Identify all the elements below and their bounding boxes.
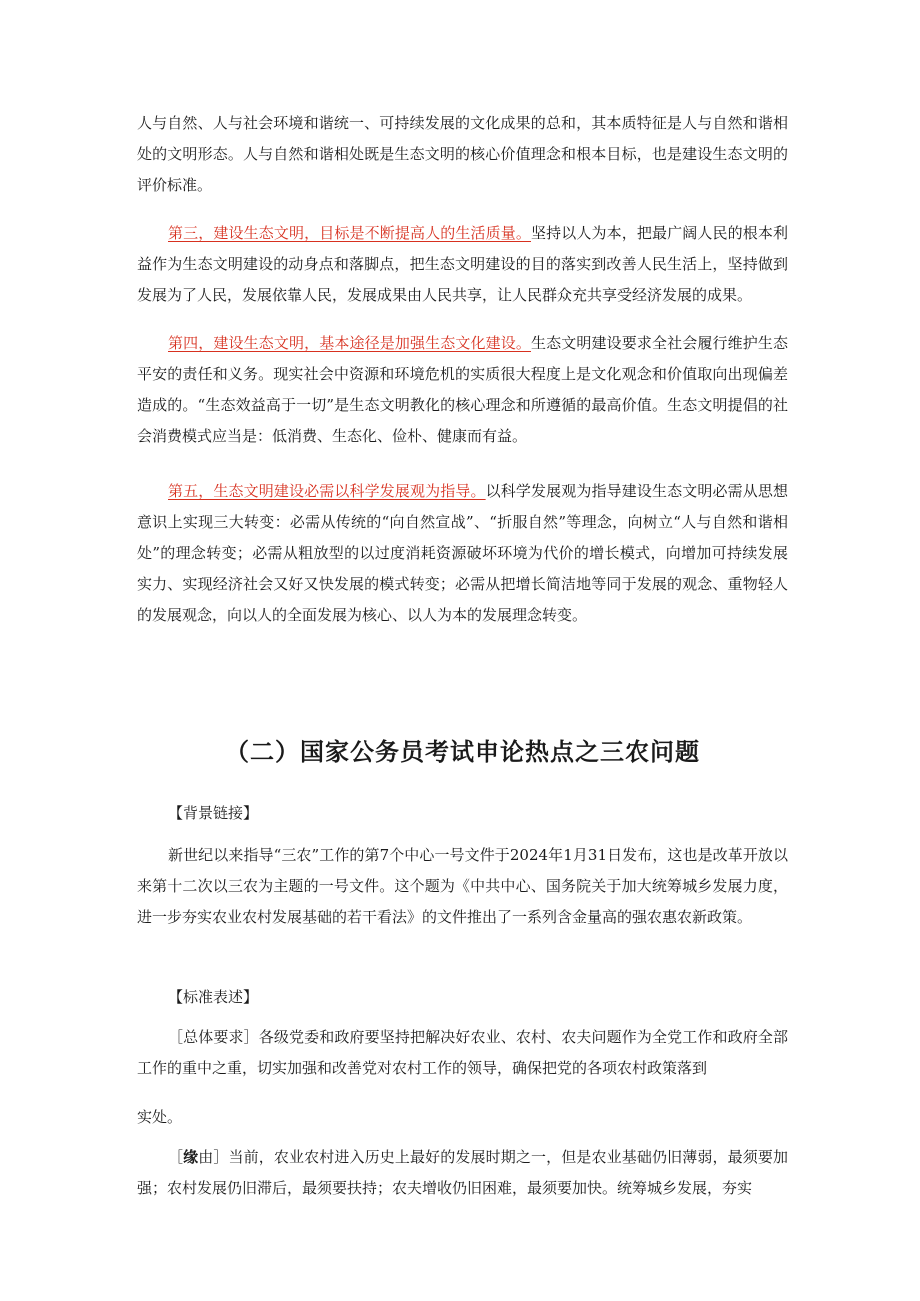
standard-label: 【标准表述】	[168, 988, 259, 1006]
paragraph-overall-tail	[137, 1102, 788, 1133]
paragraph-text: 坚持以人为本，把最广阔人民的根本利益作为生态文明建设的动身点和落脚点，把生态文明建设的目的落实到改善人民生活上，坚持做到发展为了人民，发展依靠人民，发展成果由人民共享，让人民群众充共享受经济发展的成果。	[137, 224, 788, 304]
paragraph-reason	[137, 1142, 788, 1204]
paragraph-text: 人与自然、人与社会环境和谐统一、可持续发展的文化成果的总和，其本质特征是人与自然和谐相处的文明形态。人与自然和谐相处既是生态文明的核心价值理念和根本目标，也是建设生态文明的评价标准。	[137, 114, 788, 194]
paragraph-text: 新世纪以来指导“三农”工作的第7个中心一号文件于2024年1月31日发布，这也是改革开放以来第十二次以三农为主题的一号文件。这个题为《中共中心、国务院关于加大统筹城乡发展力度，进一步夯实农业农村发展基础的若干看法》的文件推出了一系列含金量高的强农惠农新政策。	[137, 846, 788, 926]
paragraph-text: 生态文明建设要求全社会履行维护生态平安的责任和义务。现实社会中资源和环境危机的实质很大程度上是文化观念和价值取向出现偏差造成的。“生态效益高于一切”是生态文明教化的核心理念和所遵循的最高价值。生态文明提倡的社会消费模式应当是：低消费、生态化、俭朴、健康而有益。	[137, 334, 788, 445]
highlighted-heading: 第三，建设生态文明，目标是不断提高人的生活质量。	[168, 224, 531, 242]
paragraph-point-four	[137, 328, 788, 452]
bracket-open: ［	[168, 1148, 184, 1166]
paragraph-overall-requirement	[137, 1022, 788, 1084]
paragraph-ecology-definition	[137, 108, 788, 201]
paragraph-point-three	[137, 218, 788, 311]
highlighted-heading: 第四，建设生态文明，基本途径是加强生态文化建设。	[168, 334, 531, 352]
bold-character: 缘	[183, 1148, 199, 1166]
paragraph-background	[137, 840, 788, 933]
paragraph-point-five	[137, 476, 788, 631]
paragraph-text: 实处。	[137, 1108, 183, 1126]
paragraph-text: ［总体要求］各级党委和政府要坚持把解决好农业、农村、农夫问题作为全党工作和政府全部工作的重中之重，切实加强和改善党对农村工作的领导，确保把党的各项农村政策落到	[137, 1028, 788, 1077]
highlighted-heading: 第五，生态文明建设必需以科学发展观为指导。	[168, 482, 486, 500]
background-label: 【背景链接】	[168, 804, 259, 822]
section-title: （二）国家公务员考试申论热点之三农问题	[225, 738, 700, 766]
paragraph-text: 以科学发展观为指导建设生态文明必需从思想意识上实现三大转变：必需从传统的“向自然宣战”、“折服自然”等理念，向树立“人与自然和谐相处”的理念转变；必需从粗放型的以过度消耗资源破坏环境为代价的增长模式，向增加可持续发展实力、实现经济社会又好又快发展的模式转变；必需从把增长简洁地等同于发展的观念、重物轻人的发展观念，向以人的全面发展为核心、以人为本的发展理念转变。	[137, 482, 788, 624]
paragraph-text: 由］当前，农业农村进入历史上最好的发展时期之一，但是农业基础仍旧薄弱，最须要加强；农村发展仍旧滞后，最须要扶持；农夫增收仍旧困难，最须要加快。统筹城乡发展，夯实	[137, 1148, 788, 1197]
